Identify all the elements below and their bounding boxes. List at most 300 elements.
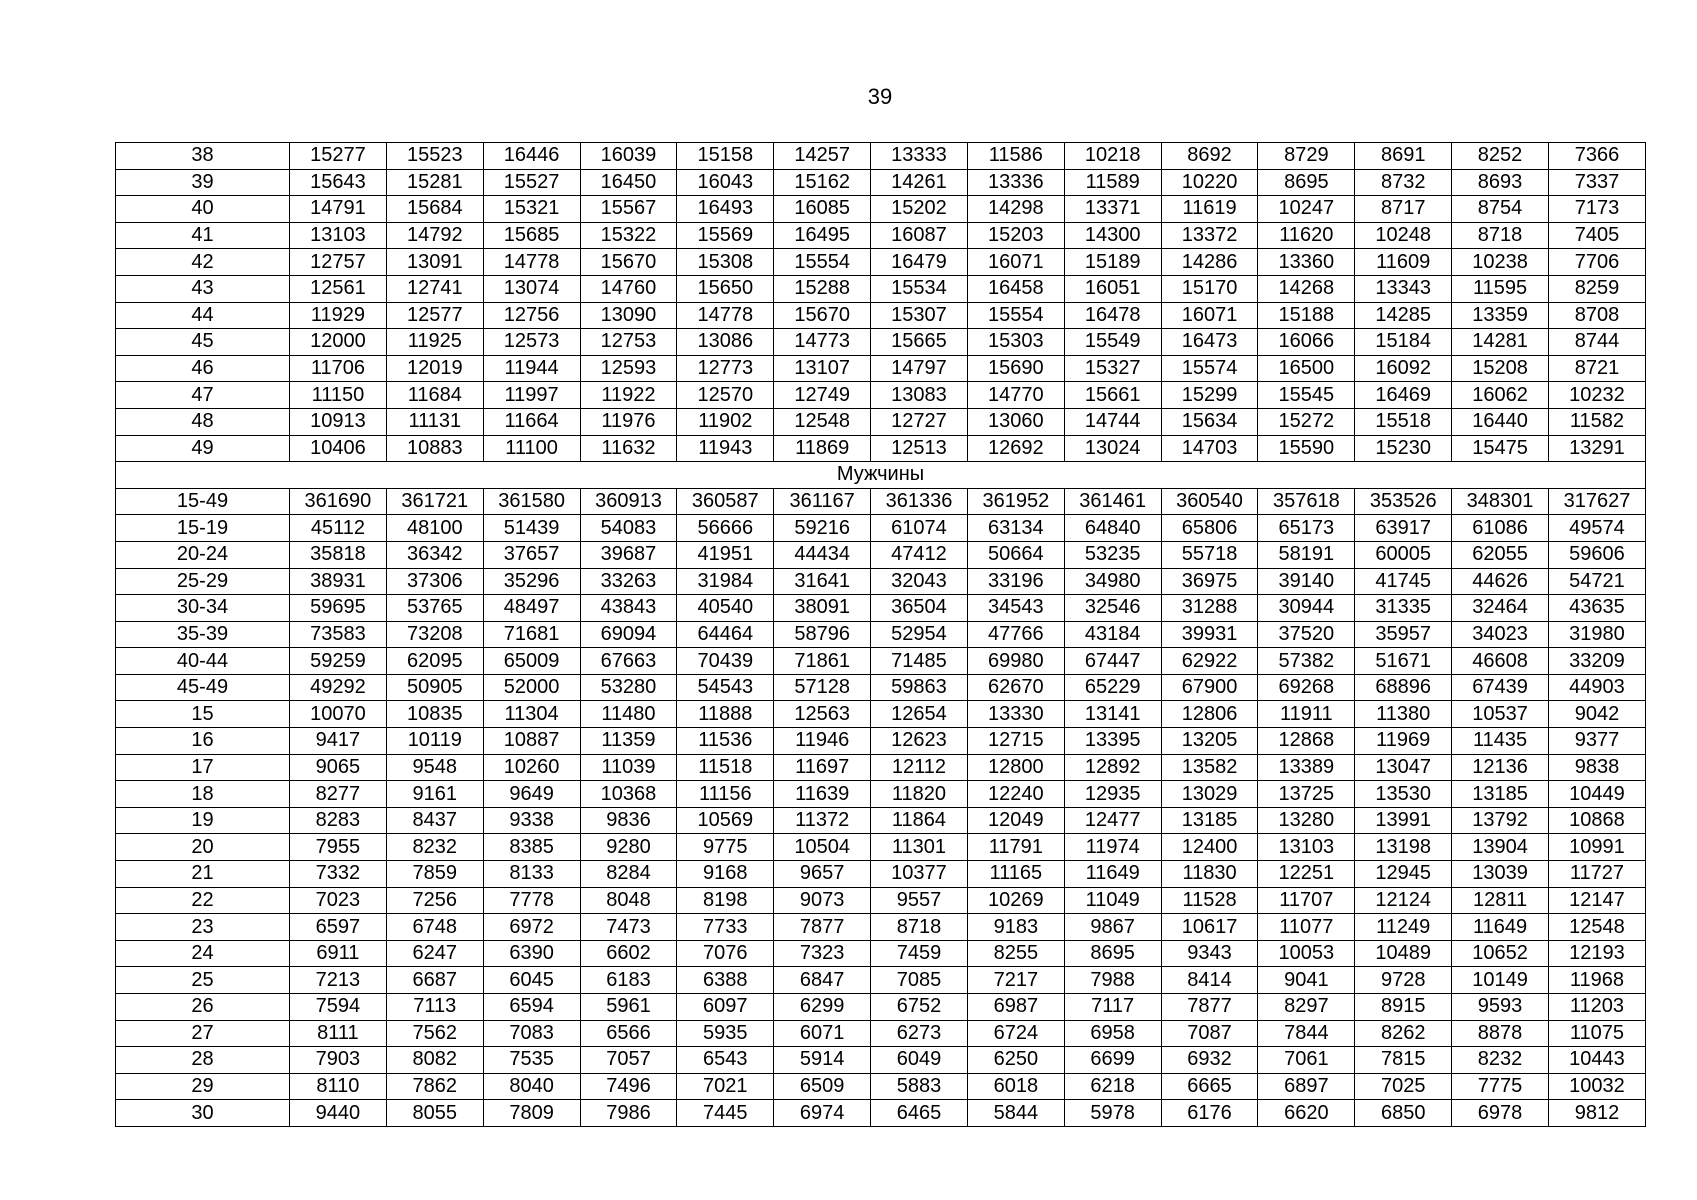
table-cell: 37306	[386, 568, 483, 595]
row-label: 19	[116, 807, 290, 834]
table-cell: 9073	[774, 887, 871, 914]
table-cell: 62095	[386, 648, 483, 675]
table-cell: 6071	[774, 1020, 871, 1047]
row-label: 48	[116, 408, 290, 435]
table-cell: 361952	[967, 488, 1064, 515]
table-cell: 40540	[677, 595, 774, 622]
section-header	[116, 462, 1646, 489]
table-cell: 6958	[1064, 1020, 1161, 1047]
table-cell: 7113	[386, 994, 483, 1021]
table-cell: 13725	[1258, 781, 1355, 808]
section-title: Мужчины	[116, 462, 1646, 489]
table-cell: 7332	[290, 861, 387, 888]
table-row	[116, 515, 1646, 542]
row-label: 47	[116, 382, 290, 409]
table-cell: 11380	[1355, 701, 1452, 728]
table-cell: 39140	[1258, 568, 1355, 595]
table-cell: 43843	[580, 595, 677, 622]
table-cell: 10053	[1258, 940, 1355, 967]
table-cell: 6687	[386, 967, 483, 994]
table-cell: 61074	[871, 515, 968, 542]
table-cell: 13185	[1452, 781, 1549, 808]
table-cell: 36504	[871, 595, 968, 622]
table-cell: 15327	[1064, 355, 1161, 382]
table-cell: 13107	[774, 355, 871, 382]
table-cell: 10537	[1452, 701, 1549, 728]
table-cell: 68896	[1355, 674, 1452, 701]
table-cell: 9041	[1258, 967, 1355, 994]
table-cell: 8262	[1355, 1020, 1452, 1047]
table-row	[116, 408, 1646, 435]
table-cell: 12756	[483, 302, 580, 329]
table-cell: 14791	[290, 196, 387, 223]
table-cell: 67900	[1161, 674, 1258, 701]
table-cell: 35296	[483, 568, 580, 595]
table-cell: 7117	[1064, 994, 1161, 1021]
table-cell: 14778	[483, 249, 580, 276]
table-cell: 14773	[774, 329, 871, 356]
row-label: 24	[116, 940, 290, 967]
row-label: 15	[116, 701, 290, 728]
table-row	[116, 674, 1646, 701]
table-cell: 10652	[1452, 940, 1549, 967]
table-cell: 69094	[580, 621, 677, 648]
table-cell: 15684	[386, 196, 483, 223]
table-cell: 69268	[1258, 674, 1355, 701]
table-cell: 14744	[1064, 408, 1161, 435]
table-cell: 6974	[774, 1100, 871, 1127]
table-cell: 11649	[1064, 861, 1161, 888]
table-cell: 7366	[1548, 143, 1645, 170]
table-cell: 317627	[1548, 488, 1645, 515]
table-cell: 67439	[1452, 674, 1549, 701]
table-cell: 71861	[774, 648, 871, 675]
table-cell: 6850	[1355, 1100, 1452, 1127]
table-cell: 10149	[1452, 967, 1549, 994]
table-cell: 11727	[1548, 861, 1645, 888]
table-cell: 7775	[1452, 1073, 1549, 1100]
table-cell: 9377	[1548, 728, 1645, 755]
table-cell: 9042	[1548, 701, 1645, 728]
table-row	[116, 940, 1646, 967]
table-cell: 12806	[1161, 701, 1258, 728]
table-cell: 7021	[677, 1073, 774, 1100]
table-cell: 16051	[1064, 275, 1161, 302]
table-cell: 11929	[290, 302, 387, 329]
table-row	[116, 1047, 1646, 1074]
table-row	[116, 754, 1646, 781]
table-cell: 16071	[1161, 302, 1258, 329]
table-cell: 39687	[580, 541, 677, 568]
table-cell: 9065	[290, 754, 387, 781]
table-cell: 8754	[1452, 196, 1549, 223]
table-cell: 8878	[1452, 1020, 1549, 1047]
table-cell: 69980	[967, 648, 1064, 675]
table-cell: 8283	[290, 807, 387, 834]
table-cell: 11639	[774, 781, 871, 808]
table-cell: 6620	[1258, 1100, 1355, 1127]
table-cell: 10377	[871, 861, 968, 888]
table-cell: 13280	[1258, 807, 1355, 834]
row-label: 25	[116, 967, 290, 994]
table-cell: 6847	[774, 967, 871, 994]
table-cell: 10868	[1548, 807, 1645, 834]
table-cell: 7213	[290, 967, 387, 994]
table-cell: 15299	[1161, 382, 1258, 409]
table-cell: 357618	[1258, 488, 1355, 515]
table-cell: 12548	[1548, 914, 1645, 941]
table-cell: 15321	[483, 196, 580, 223]
table-cell: 13389	[1258, 754, 1355, 781]
table-cell: 13395	[1064, 728, 1161, 755]
table-cell: 11944	[483, 355, 580, 382]
table-cell: 11697	[774, 754, 871, 781]
table-cell: 11304	[483, 701, 580, 728]
table-cell: 9557	[871, 887, 968, 914]
table-cell: 16066	[1258, 329, 1355, 356]
table-row	[116, 222, 1646, 249]
table-cell: 10032	[1548, 1073, 1645, 1100]
table-cell: 8082	[386, 1047, 483, 1074]
table-cell: 13091	[386, 249, 483, 276]
table-row	[116, 994, 1646, 1021]
row-label: 22	[116, 887, 290, 914]
table-cell: 51671	[1355, 648, 1452, 675]
table-cell: 12757	[290, 249, 387, 276]
table-cell: 8277	[290, 781, 387, 808]
table-cell: 11707	[1258, 887, 1355, 914]
table-cell: 57128	[774, 674, 871, 701]
table-cell: 14703	[1161, 435, 1258, 462]
table-cell: 11946	[774, 728, 871, 755]
table-cell: 5935	[677, 1020, 774, 1047]
table-cell: 12193	[1548, 940, 1645, 967]
row-label: 17	[116, 754, 290, 781]
table-cell: 53280	[580, 674, 677, 701]
table-cell: 31984	[677, 568, 774, 595]
table-cell: 11974	[1064, 834, 1161, 861]
row-label: 35-39	[116, 621, 290, 648]
table-cell: 12868	[1258, 728, 1355, 755]
table-cell: 12561	[290, 275, 387, 302]
table-cell: 15170	[1161, 275, 1258, 302]
table-cell: 11595	[1452, 275, 1549, 302]
table-cell: 16450	[580, 169, 677, 196]
table-cell: 15554	[774, 249, 871, 276]
table-cell: 7535	[483, 1047, 580, 1074]
table-cell: 7405	[1548, 222, 1645, 249]
table-cell: 360540	[1161, 488, 1258, 515]
table-cell: 14778	[677, 302, 774, 329]
table-cell: 60005	[1355, 541, 1452, 568]
table-cell: 7733	[677, 914, 774, 941]
table-cell: 33263	[580, 568, 677, 595]
table-cell: 10070	[290, 701, 387, 728]
row-label: 27	[116, 1020, 290, 1047]
table-cell: 6247	[386, 940, 483, 967]
table-row	[116, 701, 1646, 728]
table-cell: 70439	[677, 648, 774, 675]
table-cell: 16440	[1452, 408, 1549, 435]
table-cell: 8692	[1161, 143, 1258, 170]
table-cell: 53235	[1064, 541, 1161, 568]
table-cell: 12147	[1548, 887, 1645, 914]
table-cell: 16479	[871, 249, 968, 276]
table-cell: 8297	[1258, 994, 1355, 1021]
table-cell: 47766	[967, 621, 1064, 648]
table-row	[116, 728, 1646, 755]
table-cell: 13103	[290, 222, 387, 249]
table-row	[116, 1073, 1646, 1100]
table-cell: 15475	[1452, 435, 1549, 462]
table-row	[116, 1020, 1646, 1047]
table-cell: 6602	[580, 940, 677, 967]
table-cell: 50664	[967, 541, 1064, 568]
table-cell: 49574	[1548, 515, 1645, 542]
table-cell: 36975	[1161, 568, 1258, 595]
table-cell: 7877	[1161, 994, 1258, 1021]
table-cell: 67663	[580, 648, 677, 675]
row-label: 15-19	[116, 515, 290, 542]
table-cell: 16085	[774, 196, 871, 223]
table-cell: 13047	[1355, 754, 1452, 781]
table-cell: 13029	[1161, 781, 1258, 808]
table-cell: 11359	[580, 728, 677, 755]
table-cell: 11100	[483, 435, 580, 462]
table-cell: 11075	[1548, 1020, 1645, 1047]
table-cell: 15288	[774, 275, 871, 302]
table-cell: 15162	[774, 169, 871, 196]
table-cell: 8695	[1064, 940, 1161, 967]
table-row	[116, 302, 1646, 329]
table-row	[116, 196, 1646, 223]
table-cell: 14298	[967, 196, 1064, 223]
table-cell: 48497	[483, 595, 580, 622]
table-cell: 8695	[1258, 169, 1355, 196]
table-cell: 7337	[1548, 169, 1645, 196]
table-cell: 7496	[580, 1073, 677, 1100]
table-cell: 45112	[290, 515, 387, 542]
table-cell: 52000	[483, 674, 580, 701]
table-cell: 10835	[386, 701, 483, 728]
row-label: 23	[116, 914, 290, 941]
table-cell: 12935	[1064, 781, 1161, 808]
table-cell: 12800	[967, 754, 1064, 781]
table-cell: 15518	[1355, 408, 1452, 435]
table-cell: 15661	[1064, 382, 1161, 409]
table-cell: 13372	[1161, 222, 1258, 249]
table-row	[116, 967, 1646, 994]
table-cell: 11435	[1452, 728, 1549, 755]
table-cell: 6597	[290, 914, 387, 941]
table-cell: 7955	[290, 834, 387, 861]
table-cell: 8729	[1258, 143, 1355, 170]
table-cell: 59216	[774, 515, 871, 542]
table-cell: 7473	[580, 914, 677, 941]
table-cell: 10887	[483, 728, 580, 755]
table-cell: 8718	[871, 914, 968, 941]
table-cell: 55718	[1161, 541, 1258, 568]
table-cell: 9343	[1161, 940, 1258, 967]
table-cell: 11609	[1355, 249, 1452, 276]
table-cell: 361580	[483, 488, 580, 515]
table-cell: 8732	[1355, 169, 1452, 196]
table-cell: 11911	[1258, 701, 1355, 728]
table-cell: 11582	[1548, 408, 1645, 435]
table-cell: 6250	[967, 1047, 1064, 1074]
table-cell: 11830	[1161, 861, 1258, 888]
table-cell: 12692	[967, 435, 1064, 462]
table-cell: 13991	[1355, 807, 1452, 834]
table-cell: 8198	[677, 887, 774, 914]
table-cell: 44903	[1548, 674, 1645, 701]
table-cell: 6748	[386, 914, 483, 941]
table-cell: 13141	[1064, 701, 1161, 728]
table-cell: 8385	[483, 834, 580, 861]
table-cell: 65229	[1064, 674, 1161, 701]
table-cell: 11706	[290, 355, 387, 382]
table-cell: 12563	[774, 701, 871, 728]
table-cell: 7809	[483, 1100, 580, 1127]
table-row	[116, 781, 1646, 808]
table-cell: 37520	[1258, 621, 1355, 648]
table-cell: 6097	[677, 994, 774, 1021]
table-cell: 15307	[871, 302, 968, 329]
table-cell: 11925	[386, 329, 483, 356]
table-cell: 13205	[1161, 728, 1258, 755]
table-cell: 8232	[1452, 1047, 1549, 1074]
table-cell: 6045	[483, 967, 580, 994]
table-cell: 7057	[580, 1047, 677, 1074]
table-cell: 13336	[967, 169, 1064, 196]
table-cell: 62670	[967, 674, 1064, 701]
table-cell: 12570	[677, 382, 774, 409]
table-cell: 16071	[967, 249, 1064, 276]
table-row	[116, 329, 1646, 356]
table-cell: 13582	[1161, 754, 1258, 781]
table-cell: 12019	[386, 355, 483, 382]
table-cell: 8048	[580, 887, 677, 914]
table-cell: 6273	[871, 1020, 968, 1047]
table-cell: 11649	[1452, 914, 1549, 941]
table-cell: 12477	[1064, 807, 1161, 834]
table-cell: 13333	[871, 143, 968, 170]
table-cell: 9161	[386, 781, 483, 808]
table-cell: 36342	[386, 541, 483, 568]
table-row	[116, 275, 1646, 302]
table-row	[116, 834, 1646, 861]
table-cell: 8255	[967, 940, 1064, 967]
table-cell: 13330	[967, 701, 1064, 728]
table-cell: 13083	[871, 382, 968, 409]
table-cell: 15567	[580, 196, 677, 223]
table-cell: 11969	[1355, 728, 1452, 755]
table-cell: 9338	[483, 807, 580, 834]
row-label: 26	[116, 994, 290, 1021]
row-label: 30-34	[116, 595, 290, 622]
table-cell: 6543	[677, 1047, 774, 1074]
table-cell: 41951	[677, 541, 774, 568]
table-cell: 52954	[871, 621, 968, 648]
row-label: 39	[116, 169, 290, 196]
table-cell: 14285	[1355, 302, 1452, 329]
table-cell: 10218	[1064, 143, 1161, 170]
table-cell: 11997	[483, 382, 580, 409]
table-cell: 360913	[580, 488, 677, 515]
table-cell: 54543	[677, 674, 774, 701]
table-cell: 7903	[290, 1047, 387, 1074]
row-label: 38	[116, 143, 290, 170]
table-cell: 35957	[1355, 621, 1452, 648]
table-cell: 15670	[580, 249, 677, 276]
table-cell: 9812	[1548, 1100, 1645, 1127]
table-cell: 15277	[290, 143, 387, 170]
table-cell: 16087	[871, 222, 968, 249]
table-cell: 11864	[871, 807, 968, 834]
table-cell: 11664	[483, 408, 580, 435]
table-cell: 7085	[871, 967, 968, 994]
row-label: 15-49	[116, 488, 290, 515]
table-cell: 7323	[774, 940, 871, 967]
table-cell: 12945	[1355, 861, 1452, 888]
table-cell: 54721	[1548, 568, 1645, 595]
table-cell: 31335	[1355, 595, 1452, 622]
table-cell: 63134	[967, 515, 1064, 542]
table-cell: 12593	[580, 355, 677, 382]
table-cell: 15281	[386, 169, 483, 196]
table-cell: 8110	[290, 1073, 387, 1100]
table-cell: 11820	[871, 781, 968, 808]
table-cell: 10248	[1355, 222, 1452, 249]
table-cell: 15158	[677, 143, 774, 170]
table-row	[116, 621, 1646, 648]
table-cell: 8232	[386, 834, 483, 861]
table-cell: 8111	[290, 1020, 387, 1047]
table-cell: 361336	[871, 488, 968, 515]
table-cell: 7844	[1258, 1020, 1355, 1047]
table-cell: 13074	[483, 275, 580, 302]
table-cell: 6465	[871, 1100, 968, 1127]
table-cell: 65009	[483, 648, 580, 675]
table-cell: 15670	[774, 302, 871, 329]
table-cell: 13359	[1452, 302, 1549, 329]
table-cell: 8721	[1548, 355, 1645, 382]
table-cell: 10504	[774, 834, 871, 861]
table-cell: 33209	[1548, 648, 1645, 675]
table-cell: 7217	[967, 967, 1064, 994]
table-cell: 361461	[1064, 488, 1161, 515]
table-cell: 12240	[967, 781, 1064, 808]
table-cell: 61086	[1452, 515, 1549, 542]
table-row	[116, 1100, 1646, 1127]
table-cell: 16469	[1355, 382, 1452, 409]
table-row	[116, 355, 1646, 382]
table-cell: 10883	[386, 435, 483, 462]
table-cell: 8708	[1548, 302, 1645, 329]
row-label: 45	[116, 329, 290, 356]
table-row	[116, 887, 1646, 914]
table-cell: 15188	[1258, 302, 1355, 329]
table-cell: 7459	[871, 940, 968, 967]
row-label: 40	[116, 196, 290, 223]
table-cell: 360587	[677, 488, 774, 515]
table-cell: 11372	[774, 807, 871, 834]
table-cell: 12251	[1258, 861, 1355, 888]
table-cell: 7025	[1355, 1073, 1452, 1100]
table-row	[116, 382, 1646, 409]
table-cell: 12715	[967, 728, 1064, 755]
table-cell: 62922	[1161, 648, 1258, 675]
